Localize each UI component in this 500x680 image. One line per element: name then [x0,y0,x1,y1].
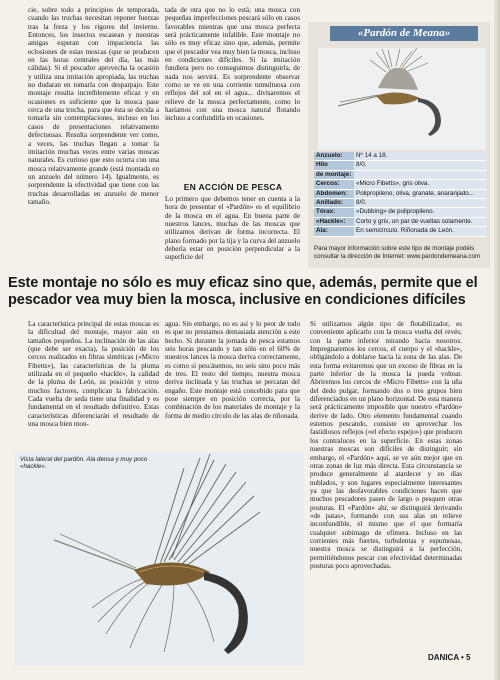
fishing-action-column [165,195,300,262]
section-subheading: EN ACCIÓN DE PESCA [183,182,283,192]
headline: Este montaje no sólo es muy eficaz sino que, además, permite que el pescador vea muy bien la mosca, inclusive en condiciones difíciles [8,275,478,308]
table-row: Hilo 8/0. [314,161,486,170]
fly-photo [14,452,304,666]
body-column-1 [28,320,159,428]
table-row: Anzuelo: Nº 14 a 18. [314,152,486,161]
table-row: Tórax: «Dubbing» de polipropileno. [314,208,486,217]
infobox-note: Para mayor información sobre este tipo de montaje podéis consultar la dirección de Internet: www.pardondemeana.com [314,245,481,260]
infobox-title: «Pardón de Meana» [330,26,478,41]
table-row: Cercos: «Micro Fibetts», gris oliva. [314,180,486,189]
photo-caption: Vista lateral del pardón. Ala densa y muy poco «hackle». [20,456,148,471]
page-edge [494,0,500,680]
body-column-2 [165,320,300,420]
table-row: Anillado: 8/0. [314,198,486,207]
intro-column-left [28,6,159,206]
body-text-3: Si utilizamos algún tipo de flotabilizador, es conveniente aplicarlo con la mosca vuelta del revés; con la parte inferior mirando hacia nosotros. Impregnaremos los cercos, el cuerpo y el «hackle», obligándolo a doblarse hacia la zona de las alas. De esta forma evitaremos que un exceso de fibras en la parte inferior de la mosca la pueda voltear. Abriremos los cercos de «Micro Fibetts» con la uña del dedo pulgar, formando dos o tres grupos bien diferenciados en un plano horizontal. De esta manera será prácticamente imposible que nuestro «Pardón» derive de lado. Otro elemento fundamental cuando estemos pescando, consiste en aprovechar los fastidiosos reflejos («el efecto espejo») que producen los contraluces en la superficie. En estas zonas nuestras moscas son difíciles de distinguir; sin embargo, el «Pardón» aquí, se ve aún mejor que en otras zonas de luz más directa. Esta circunstancia se produce generalmente al atardecer y en días nublados, y son lugares especialmente interesantes ya que las desfavorables condiciones hacen que muchos pescadores pasen de largo o pesquen otras posturas. El «Pardón» ahí, se distinguirá derivando «de patas», formando con sus alas un relieve inconfundible, el mismo que el que formaría cualquier subimago de efímera. Incluso en las corrientes más fuertes, turbulentas y espumosas, nuestra mosca se distinguirá a la perfección, permitiéndonos pescar con efectividad determinadas posturas poco aprovechadas. [310,320,462,570]
body-text-1: La característica principal de estas moscas es la dificultad del montaje, mayor aún en tamaños pequeños. La inclinación de las alas (que debe ser exacta), la posición de los cercos realizados en fibras sintéticas («Micro Fibetts»), las características de la pluma utilizada en el pequeño «hackle», la calidad de la pluma de León, su posición y otros muchos factores, complican la fabricación. Cada vuelta de seda tiene una finalidad y es fundamental en el resultado definitivo. Estas características diferenciarán el resultado de una mosca bien mon- [28,320,159,429]
table-row: de montaje: [314,170,486,179]
body-column-3 [310,320,462,570]
page-footer: DANICA • 5 [428,653,471,662]
table-row: Abdomen: Polipropileno, oliva, granate, anaranjado... [314,189,486,198]
intro-text-2: tada de otra que no lo está; una mosca con pequeñas imperfecciones pescará sólo en casos favorables mientras que una mosca perfecta será prácticamente infalible. Este montaje no sólo es muy eficaz sino que, además, permite que el pescador vea muy bien la mosca, incluso en condiciones difíciles. Si la imitación fundiera pero no conseguimos distinguirla, de nada nos servirá. Es sorprendente observar como se ve en una corriente tumultuosa con reflejos del sol en el agua... divisaremos el relieve de la mosca perfectamente, como lo haríamos con una mosca natural flotando incluso a confundirla en ocasiones. [165,6,300,123]
fishing-action-text: Lo primero que debemos tener en cuenta a la hora de presentar el «Pardón» es el equilibrio de la mosca en el agua. En buena parte de nuestros lances, muchas de las moscas que utilizamos derivan de forma incorrecta. El plano formado por la tija y la curva del anzuelo debería estar en posición perpendicular a la superficie del [165,195,300,262]
recipe-table [314,152,486,237]
body-text-2: agua. Sin embargo, no es así y lo peor de todo es que no prestamos demasiada atención a este hecho. Si durante la jornada de pesca estamos seis horas pescando y tan sólo en el 60% de nuestros lances la mosca deriva correctamente, es como si pescásemos, no seis sino poco más de tres. El resto del tiempo, nuestra mosca deriva inclinada y las truchas se percatan del engaño. Este montaje está concebido para que pose siempre en posición correcta, por la combinación de los materiales de montaje y la forma de medio círculo de las alas de riñonada. [165,320,300,420]
intro-text-1: cie, sobre todo a principios de temporada, cuando las truchas necesitan reponer fuerzas tras la freza y los rigores del invierno. Entonces, los insectos escasean y nuestras amigas esperan con impaciencia las eclosiones de estas moscas (que se producen en las horas centrales del día, las más cálidas). Si el pescador aprovecha la ocasión y utiliza una imitación apropiada, las truchas no dudaran en tomarla con desparpajo. Este montaje resulta increíblemente eficaz y en ocasiones es suficiente que la mosca pase cerca de una trucha, para que ésta se decida a tomarla sin contemplaciones, incluso en los casos de presentaciones relativamente defectuosas. Resulta sorprendente ver como, a veces, las truchas llegan a tomar la imitación muchas veces entre varias moscas naturales. Es curioso que esto ocurra con una mosca relativamente grande (está montada en un anzuelo del número 14). Igualmente, es sorprendente la efectividad que tiene con las truchas desarrolladas en anzuelo de menor tamaño. [28,6,159,206]
table-row: Ala: En semicírculo. Riñonada de León. [314,227,486,236]
table-row: «Hackle»: Corto y gris, un par de vueltas solamente. [314,217,486,226]
fly-thumbnail-image [318,48,486,150]
intro-column-middle [165,6,300,123]
